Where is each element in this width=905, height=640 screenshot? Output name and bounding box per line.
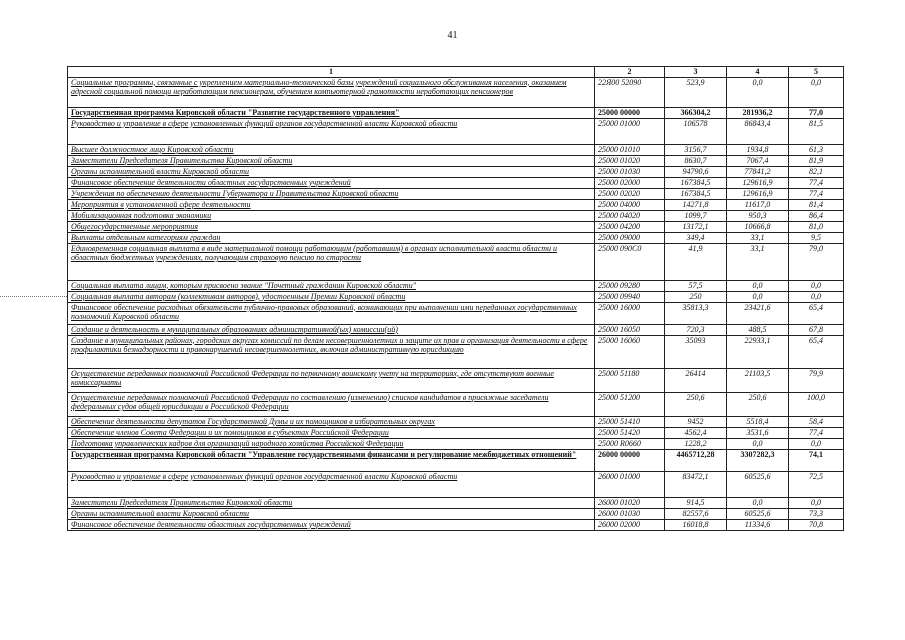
row-planned-cell: 720,3 — [665, 324, 727, 335]
row-code-cell: 25000 04020 — [595, 210, 665, 221]
table-row — [68, 199, 844, 210]
row-executed-cell: 77841,2 — [727, 166, 789, 177]
table-row — [68, 77, 844, 107]
row-code-cell: 26000 01020 — [595, 497, 665, 508]
row-executed-cell: 129616,9 — [727, 188, 789, 199]
row-executed-cell: 10666,8 — [727, 221, 789, 232]
table-row — [68, 188, 844, 199]
header-cell-planned: 3 — [665, 67, 727, 78]
table-row — [68, 427, 844, 438]
row-executed-cell: 60525,6 — [727, 471, 789, 497]
row-percent-cell: 61,3 — [789, 144, 844, 155]
row-executed-cell: 7067,4 — [727, 155, 789, 166]
row-code-cell: 25000 51200 — [595, 392, 665, 416]
row-executed-cell: 11334,6 — [727, 519, 789, 530]
row-code-cell: 25000 16050 — [595, 324, 665, 335]
row-code-cell: 26000 01030 — [595, 508, 665, 519]
row-percent-cell: 77,4 — [789, 177, 844, 188]
row-planned-cell: 3156,7 — [665, 144, 727, 155]
row-code-cell: 25000 R0660 — [595, 438, 665, 449]
row-planned-cell: 1099,7 — [665, 210, 727, 221]
row-percent-cell: 86,4 — [789, 210, 844, 221]
row-percent-cell: 77,0 — [789, 107, 844, 118]
row-executed-cell: 488,5 — [727, 324, 789, 335]
row-percent-cell: 9,5 — [789, 232, 844, 243]
header-cell-code: 2 — [595, 67, 665, 78]
row-name-cell: Создание в муниципальных районах, городских округах комиссий по делам несовершеннолетних и защите их прав и организация деятельности в сфере профилактики безнадзорности и правонарушений несовершеннолетних, включая административную юрисдикцию — [68, 335, 595, 368]
row-executed-cell: 22933,1 — [727, 335, 789, 368]
table-row — [68, 324, 844, 335]
row-executed-cell: 3307282,3 — [727, 449, 789, 471]
table-row — [68, 107, 844, 118]
table-row — [68, 497, 844, 508]
row-percent-cell: 65,4 — [789, 302, 844, 324]
row-planned-cell: 9452 — [665, 416, 727, 427]
row-name-cell: Мероприятия в установленной сфере деятельности — [68, 199, 595, 210]
row-name-cell: Социальная выплата авторам (коллективам авторов), удостоенным Премии Кировской области — [68, 291, 595, 302]
row-code-cell: 25000 01010 — [595, 144, 665, 155]
row-percent-cell: 67,8 — [789, 324, 844, 335]
row-percent-cell: 77,4 — [789, 427, 844, 438]
row-name-cell: Мобилизационная подготовка экономики — [68, 210, 595, 221]
row-executed-cell: 0,0 — [727, 77, 789, 107]
row-executed-cell: 1934,8 — [727, 144, 789, 155]
row-executed-cell: 33,1 — [727, 232, 789, 243]
row-code-cell: 26000 01000 — [595, 471, 665, 497]
row-percent-cell: 58,4 — [789, 416, 844, 427]
row-planned-cell: 35093 — [665, 335, 727, 368]
row-percent-cell: 65,4 — [789, 335, 844, 368]
row-planned-cell: 94790,6 — [665, 166, 727, 177]
row-name-cell: Обеспечение членов Совета Федерации и их помощников в субъектах Российской Федерации — [68, 427, 595, 438]
table-row — [68, 243, 844, 280]
table-row — [68, 232, 844, 243]
row-percent-cell: 0,0 — [789, 280, 844, 291]
row-planned-cell: 250 — [665, 291, 727, 302]
row-name-cell: Общегосударственные мероприятия — [68, 221, 595, 232]
row-planned-cell: 57,5 — [665, 280, 727, 291]
row-planned-cell: 106578 — [665, 118, 727, 144]
row-name-cell: Государственная программа Кировской области "Развитие государственного управления" — [68, 107, 595, 118]
row-percent-cell: 0,0 — [789, 291, 844, 302]
table-row — [68, 291, 844, 302]
row-percent-cell: 0,0 — [789, 438, 844, 449]
row-code-cell: 26000 00000 — [595, 449, 665, 471]
row-planned-cell: 14271,8 — [665, 199, 727, 210]
page-number: 41 — [447, 30, 458, 41]
row-executed-cell: 86843,4 — [727, 118, 789, 144]
table-row — [68, 508, 844, 519]
margin-dotted-line — [0, 296, 67, 297]
row-name-cell: Высшее должностное лицо Кировской области — [68, 144, 595, 155]
row-code-cell: 25000 01000 — [595, 118, 665, 144]
table-row — [68, 519, 844, 530]
row-planned-cell: 8630,7 — [665, 155, 727, 166]
table-row — [68, 335, 844, 368]
table-header-row — [68, 67, 844, 78]
row-name-cell: Учреждения по обеспечению деятельности Губернатора и Правительства Кировской области — [68, 188, 595, 199]
row-code-cell: 25000 09940 — [595, 291, 665, 302]
row-percent-cell: 81,9 — [789, 155, 844, 166]
row-name-cell: Финансовое обеспечение деятельности областных государственных учреждений — [68, 177, 595, 188]
row-percent-cell: 82,1 — [789, 166, 844, 177]
row-percent-cell: 73,3 — [789, 508, 844, 519]
row-code-cell: 25000 02020 — [595, 188, 665, 199]
table-row — [68, 118, 844, 144]
row-planned-cell: 914,5 — [665, 497, 727, 508]
row-planned-cell: 4465712,28 — [665, 449, 727, 471]
table-row — [68, 392, 844, 416]
row-percent-cell: 72,5 — [789, 471, 844, 497]
row-planned-cell: 26414 — [665, 368, 727, 392]
row-percent-cell: 77,4 — [789, 188, 844, 199]
table-row — [68, 177, 844, 188]
row-planned-cell: 13172,1 — [665, 221, 727, 232]
header-cell-name: 1 — [68, 67, 595, 78]
row-code-cell: 25000 04000 — [595, 199, 665, 210]
table-row — [68, 210, 844, 221]
row-name-cell: Социальные программы, связанные с укреплением материально-технической базы учреждений социального обслуживания населения, оказанием адресной социальной помощи неработающим пенсионерам, обучением компьютерной грамотности неработающих пенсионеров — [68, 77, 595, 107]
row-planned-cell: 366304,2 — [665, 107, 727, 118]
row-percent-cell: 100,0 — [789, 392, 844, 416]
table-row — [68, 438, 844, 449]
row-executed-cell: 21103,5 — [727, 368, 789, 392]
row-percent-cell: 0,0 — [789, 497, 844, 508]
row-name-cell: Создание и деятельность в муниципальных образованиях административной(ых) комиссии(ий) — [68, 324, 595, 335]
row-code-cell: 26000 02000 — [595, 519, 665, 530]
row-percent-cell: 81,5 — [789, 118, 844, 144]
row-executed-cell: 60525,6 — [727, 508, 789, 519]
row-name-cell: Обеспечение деятельности депутатов Государственной Думы и их помощников в избирательных округах — [68, 416, 595, 427]
header-cell-percent: 5 — [789, 67, 844, 78]
row-name-cell: Заместители Председателя Правительства Кировской области — [68, 497, 595, 508]
row-planned-cell: 35813,3 — [665, 302, 727, 324]
row-executed-cell: 5518,4 — [727, 416, 789, 427]
row-planned-cell: 167384,5 — [665, 177, 727, 188]
row-executed-cell: 250,6 — [727, 392, 789, 416]
row-name-cell: Подготовка управленческих кадров для организаций народного хозяйства Российской Федерации — [68, 438, 595, 449]
table-row — [68, 368, 844, 392]
row-name-cell: Органы исполнительной власти Кировской области — [68, 508, 595, 519]
row-code-cell: 25000 51410 — [595, 416, 665, 427]
row-planned-cell: 4562,4 — [665, 427, 727, 438]
row-planned-cell: 1228,2 — [665, 438, 727, 449]
row-name-cell: Финансовое обеспечение расходных обязательств публично-правовых образований, возникающих при выполнении ими переданных государственных полномочий Кировской области — [68, 302, 595, 324]
row-percent-cell: 0,0 — [789, 77, 844, 107]
row-planned-cell: 16018,8 — [665, 519, 727, 530]
row-name-cell: Социальная выплата лицам, которым присвоено звание "Почетный гражданин Кировской области" — [68, 280, 595, 291]
row-executed-cell: 3531,6 — [727, 427, 789, 438]
row-percent-cell: 81,0 — [789, 221, 844, 232]
row-planned-cell: 349,4 — [665, 232, 727, 243]
row-name-cell: Финансовое обеспечение деятельности областных государственных учреждений — [68, 519, 595, 530]
row-code-cell: 25000 09280 — [595, 280, 665, 291]
row-executed-cell: 281936,2 — [727, 107, 789, 118]
row-code-cell: 25000 090С0 — [595, 243, 665, 280]
row-planned-cell: 41,9 — [665, 243, 727, 280]
row-name-cell: Осуществление переданных полномочий Российской Федерации по первичному воинскому учету на территориях, где отсутствуют военные комиссариаты — [68, 368, 595, 392]
row-code-cell: 25000 51420 — [595, 427, 665, 438]
row-code-cell: 25000 16000 — [595, 302, 665, 324]
row-percent-cell: 70,8 — [789, 519, 844, 530]
table-row — [68, 449, 844, 471]
row-percent-cell: 74,1 — [789, 449, 844, 471]
row-code-cell: 25000 01030 — [595, 166, 665, 177]
row-code-cell: 25000 02000 — [595, 177, 665, 188]
row-planned-cell: 83472,1 — [665, 471, 727, 497]
row-name-cell: Органы исполнительной власти Кировской области — [68, 166, 595, 177]
row-percent-cell: 81,4 — [789, 199, 844, 210]
row-code-cell: 25000 16060 — [595, 335, 665, 368]
row-code-cell: 25000 09000 — [595, 232, 665, 243]
row-executed-cell: 11617,0 — [727, 199, 789, 210]
row-percent-cell: 79,9 — [789, 368, 844, 392]
row-code-cell: 25000 51180 — [595, 368, 665, 392]
row-name-cell: Единовременная социальная выплата в виде материальной помощи работающим (работавшим) в органах исполнительной власти области и областных бюджетных учреждениях, получающим страховую пенсию по старости — [68, 243, 595, 280]
table-row — [68, 280, 844, 291]
budget-table — [67, 66, 844, 531]
row-planned-cell: 167384,5 — [665, 188, 727, 199]
row-name-cell: Заместители Председателя Правительства Кировской области — [68, 155, 595, 166]
row-name-cell: Государственная программа Кировской области "Управление государственными финансами и регулирование межбюджетных отношений" — [68, 449, 595, 471]
row-code-cell: 25000 01020 — [595, 155, 665, 166]
row-executed-cell: 0,0 — [727, 280, 789, 291]
table-row — [68, 416, 844, 427]
row-code-cell: 22Я00 52090 — [595, 77, 665, 107]
row-executed-cell: 950,3 — [727, 210, 789, 221]
row-executed-cell: 0,0 — [727, 291, 789, 302]
header-cell-executed: 4 — [727, 67, 789, 78]
row-code-cell: 25000 04200 — [595, 221, 665, 232]
table-row — [68, 155, 844, 166]
row-name-cell: Выплаты отдельным категориям граждан — [68, 232, 595, 243]
table-row — [68, 144, 844, 155]
row-executed-cell: 33,1 — [727, 243, 789, 280]
row-executed-cell: 0,0 — [727, 497, 789, 508]
row-name-cell: Руководство и управление в сфере установленных функций органов государственной власти Кировской области — [68, 471, 595, 497]
row-percent-cell: 79,0 — [789, 243, 844, 280]
row-planned-cell: 82557,6 — [665, 508, 727, 519]
row-code-cell: 25000 00000 — [595, 107, 665, 118]
row-planned-cell: 250,6 — [665, 392, 727, 416]
table-row — [68, 471, 844, 497]
table-row — [68, 166, 844, 177]
row-name-cell: Руководство и управление в сфере установленных функций органов государственной власти Кировской области — [68, 118, 595, 144]
table-row — [68, 302, 844, 324]
row-executed-cell: 129616,9 — [727, 177, 789, 188]
row-planned-cell: 523,9 — [665, 77, 727, 107]
row-executed-cell: 0,0 — [727, 438, 789, 449]
row-name-cell: Осуществление переданных полномочий Российской Федерации по составлению (изменению) списков кандидатов в присяжные заседатели федеральных судов общей юрисдикции в Российской Федерации — [68, 392, 595, 416]
row-executed-cell: 23421,6 — [727, 302, 789, 324]
table-row — [68, 221, 844, 232]
